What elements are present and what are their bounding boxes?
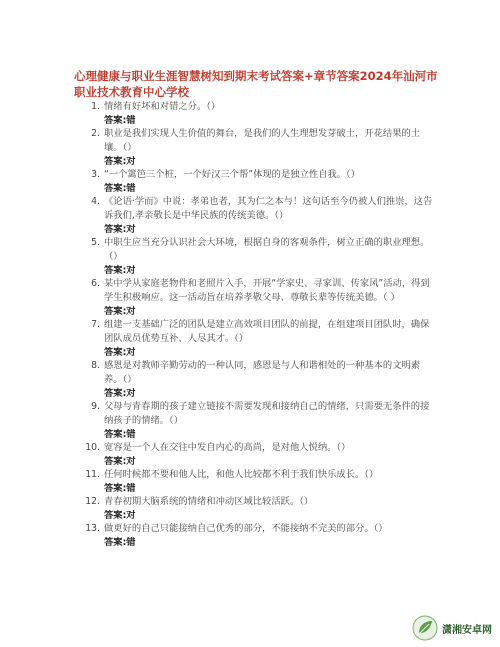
question-number: 1. (91, 101, 100, 112)
question-number: 8. (91, 360, 100, 371)
answer-text: 答案:错 (104, 183, 136, 194)
answer-text: 答案:对 (104, 265, 136, 276)
answer-text: 答案:错 (104, 537, 136, 548)
document-title: 心理健康与职业生涯智慧树知到期末考试答案+章节答案2024年汕河市职业技术教育中心学校 (74, 69, 438, 99)
question-number: 11. (85, 469, 100, 480)
question-item (84, 495, 434, 522)
question-number: 12. (85, 496, 100, 507)
question-text: 青春初期大脑系统的情绪和冲动区域比较活跃。（） (104, 496, 314, 507)
question-item (84, 168, 434, 195)
question-text: 《论语·学而》中说：孝弟也者，其为仁之本与！这句话至今仍被人们推崇，这告诉我们,孝亲敬长是中华民族的传统美德。（） (104, 196, 433, 221)
answer-text: 答案:对 (104, 224, 136, 235)
answer-text: 答案:错 (104, 429, 136, 440)
question-number: 10. (85, 442, 100, 453)
question-list (84, 100, 434, 549)
question-text: 情绪有好坏和对错之分。（） (104, 101, 221, 112)
question-item (84, 127, 434, 168)
question-item (84, 318, 434, 359)
question-text: 感恩是对教师辛勤劳动的一种认同，感恩是与人和谐相处的一种基本的文明素养。（） (104, 360, 421, 385)
leaf-logo-icon (412, 615, 438, 641)
question-number: 7. (91, 319, 100, 330)
question-item (84, 277, 434, 318)
answer-text: 答案:对 (104, 347, 136, 358)
answer-text: 答案:对 (104, 510, 136, 521)
watermark (412, 615, 492, 641)
question-text: 职业是我们实现人生价值的舞台，是我们的人生理想发芽破土，开花结果的土壤。（） (104, 128, 421, 153)
answer-text: 答案:对 (104, 456, 136, 467)
question-number: 3. (91, 169, 100, 180)
question-number: 13. (85, 523, 100, 534)
question-text: 父母与青春期的孩子建立链接不需要发现和接纳自己的情绪，只需要无条件的接纳孩子的情绪。（） (104, 401, 430, 426)
question-text: “一个篱笆三个桩，一个好汉三个帮”体现的是独立性自我。（） (104, 169, 360, 180)
question-item (84, 441, 434, 468)
answer-text: 答案:错 (104, 483, 136, 494)
question-item (84, 359, 434, 400)
answer-text: 答案:对 (104, 306, 136, 317)
question-number: 9. (91, 401, 100, 412)
question-item (84, 400, 434, 441)
question-text: 宽容是一个人在交往中发自内心的高尚，是对他人悦纳。（） (104, 442, 351, 453)
question-item (84, 236, 434, 277)
question-item (84, 468, 434, 495)
question-number: 4. (91, 196, 100, 207)
question-text: 中职生应当充分认识社会大环境，根据自身的客观条件，树立正确的职业理想。（） (104, 237, 430, 262)
question-text: 某中学从家庭老物件和老照片入手，开展“学家史、寻家训、传家风”活动，得到学生积极响应。这一活动旨在培养孝敬父母、尊敬长辈等传统美德。（ ） (104, 278, 430, 303)
answer-text: 答案:对 (104, 156, 136, 167)
answer-text: 答案:对 (104, 388, 136, 399)
question-text: 做更好的自己只能接纳自己优秀的部分，不能接纳不完美的部分。（） (104, 523, 388, 534)
question-item (84, 100, 434, 127)
question-text: 组建一支基础广泛的团队是建立高效项目团队的前提，在组建项目团队时，确保团队成员优势互补、人尽其才。（） (104, 319, 430, 344)
question-number: 2. (91, 128, 100, 139)
question-item (84, 195, 434, 236)
question-item (84, 522, 434, 549)
question-number: 6. (91, 278, 100, 289)
question-number: 5. (91, 237, 100, 248)
question-text: 任何时候都不要和他人比，和他人比较都不利于我们快乐成长。（） (104, 469, 379, 480)
watermark-text: 潇湘安卓网 (442, 624, 492, 636)
answer-text: 答案:错 (104, 115, 136, 126)
